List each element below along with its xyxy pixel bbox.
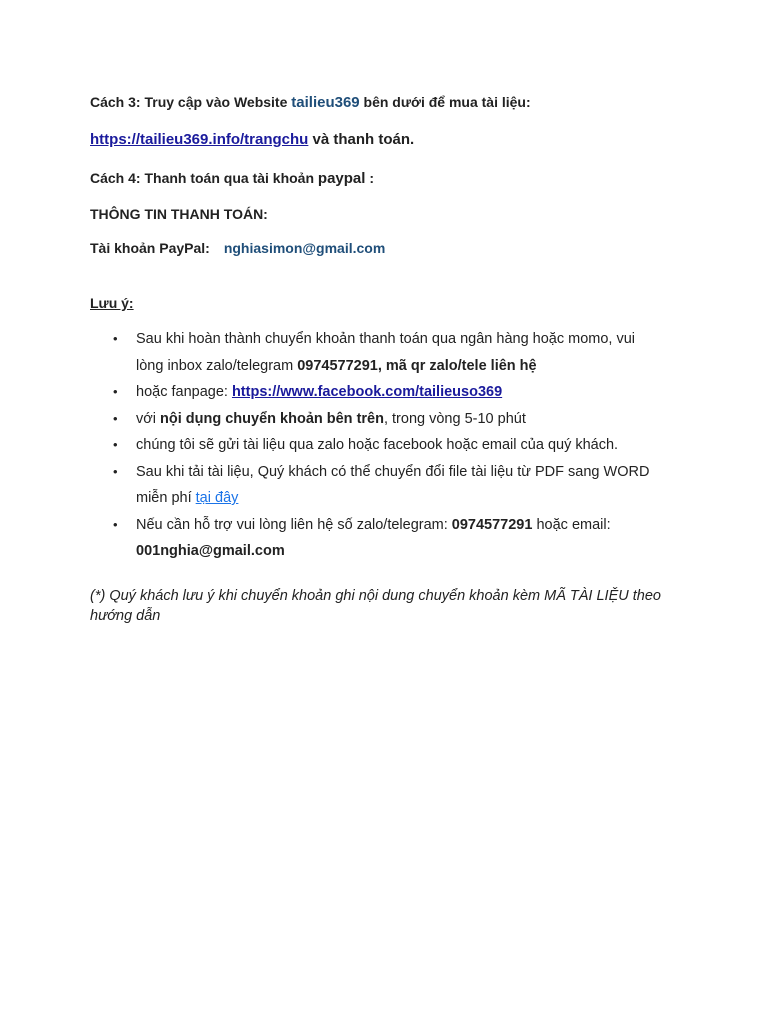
paypal-account-label: Tài khoản PayPal:	[90, 240, 210, 256]
list-item	[113, 406, 713, 433]
note-title: Lưu ý:	[90, 295, 134, 311]
website-link-line	[90, 131, 414, 148]
bullet-4-text: chúng tôi sẽ gửi tài liệu qua zalo hoặc facebook hoặc email của quý khách.	[136, 437, 619, 453]
bullet-2-prefix: hoặc fanpage:	[136, 384, 232, 400]
bullet-3-prefix: với	[136, 410, 161, 427]
bullet-icon: •	[113, 463, 118, 479]
bullet-icon: •	[113, 437, 118, 452]
bullet-icon: •	[113, 516, 118, 532]
bullet-5-line-b: miễn phí	[136, 490, 196, 506]
site-name: tailieu369	[291, 94, 360, 111]
bullet-1-line-b: lòng inbox zalo/telegram	[136, 357, 298, 374]
support-phone: 0974577291	[451, 516, 533, 533]
cach4-prefix: Cách 4: Thanh toán qua tài khoản	[90, 170, 318, 186]
cach3-prefix: Cách 3: Truy cập vào Website	[90, 94, 292, 110]
list-item	[113, 379, 713, 406]
paypal-word: paypal	[317, 170, 366, 187]
bullet-icon: •	[113, 331, 118, 346]
bullet-icon: •	[113, 384, 118, 399]
bullet-6-prefix: Nếu cần hỗ trợ vui lòng liên hệ số zalo/telegram:	[136, 516, 452, 533]
bullet-3-bold: nội dụng chuyển khoản bên trên	[160, 410, 384, 427]
payment-info-title: THÔNG TIN THANH TOÁN:	[90, 206, 268, 222]
bullet-icon: •	[113, 410, 118, 426]
cach4-line	[90, 170, 374, 187]
bullet-1-line-a: Sau khi hoàn thành chuyển khoản thanh toán qua ngân hàng hoặc momo, vui	[136, 331, 636, 347]
list-item	[113, 326, 713, 379]
cach3-suffix: bên dưới để mua tài liệu:	[359, 94, 531, 110]
note-bullet-list	[113, 326, 713, 565]
bullet-5-line-a: Sau khi tải tài liệu, Quý khách có thể chuyển đổi file tài liệu từ PDF sang WORD	[136, 463, 650, 480]
paypal-account-email: nghiasimon@gmail.com	[223, 240, 386, 256]
cach4-suffix: :	[365, 170, 375, 186]
list-item	[113, 459, 713, 512]
footnote: (*) Quý khách lưu ý khi chuyển khoản ghi nội dung chuyển khoản kèm MÃ TÀI LIỆU theo hướng dẫn	[90, 588, 661, 624]
list-item	[113, 432, 713, 459]
bullet-6-suffix: hoặc email:	[532, 516, 611, 533]
cach3-line	[90, 94, 531, 111]
convert-here-link[interactable]: tại đây	[195, 490, 239, 506]
bullet-3-suffix: , trong vòng 5-10 phút	[383, 410, 526, 427]
paypal-account-line	[90, 240, 385, 256]
bullet-1-bold: 0974577291, mã qr zalo/tele liên hệ	[297, 357, 537, 374]
website-link-suffix: và thanh toán.	[308, 131, 415, 148]
facebook-link[interactable]: https://www.facebook.com/tailieuso369	[231, 384, 503, 400]
list-item	[113, 512, 713, 565]
support-email: 001nghia@gmail.com	[136, 543, 285, 559]
website-link[interactable]: https://tailieu369.info/trangchu	[90, 131, 309, 148]
